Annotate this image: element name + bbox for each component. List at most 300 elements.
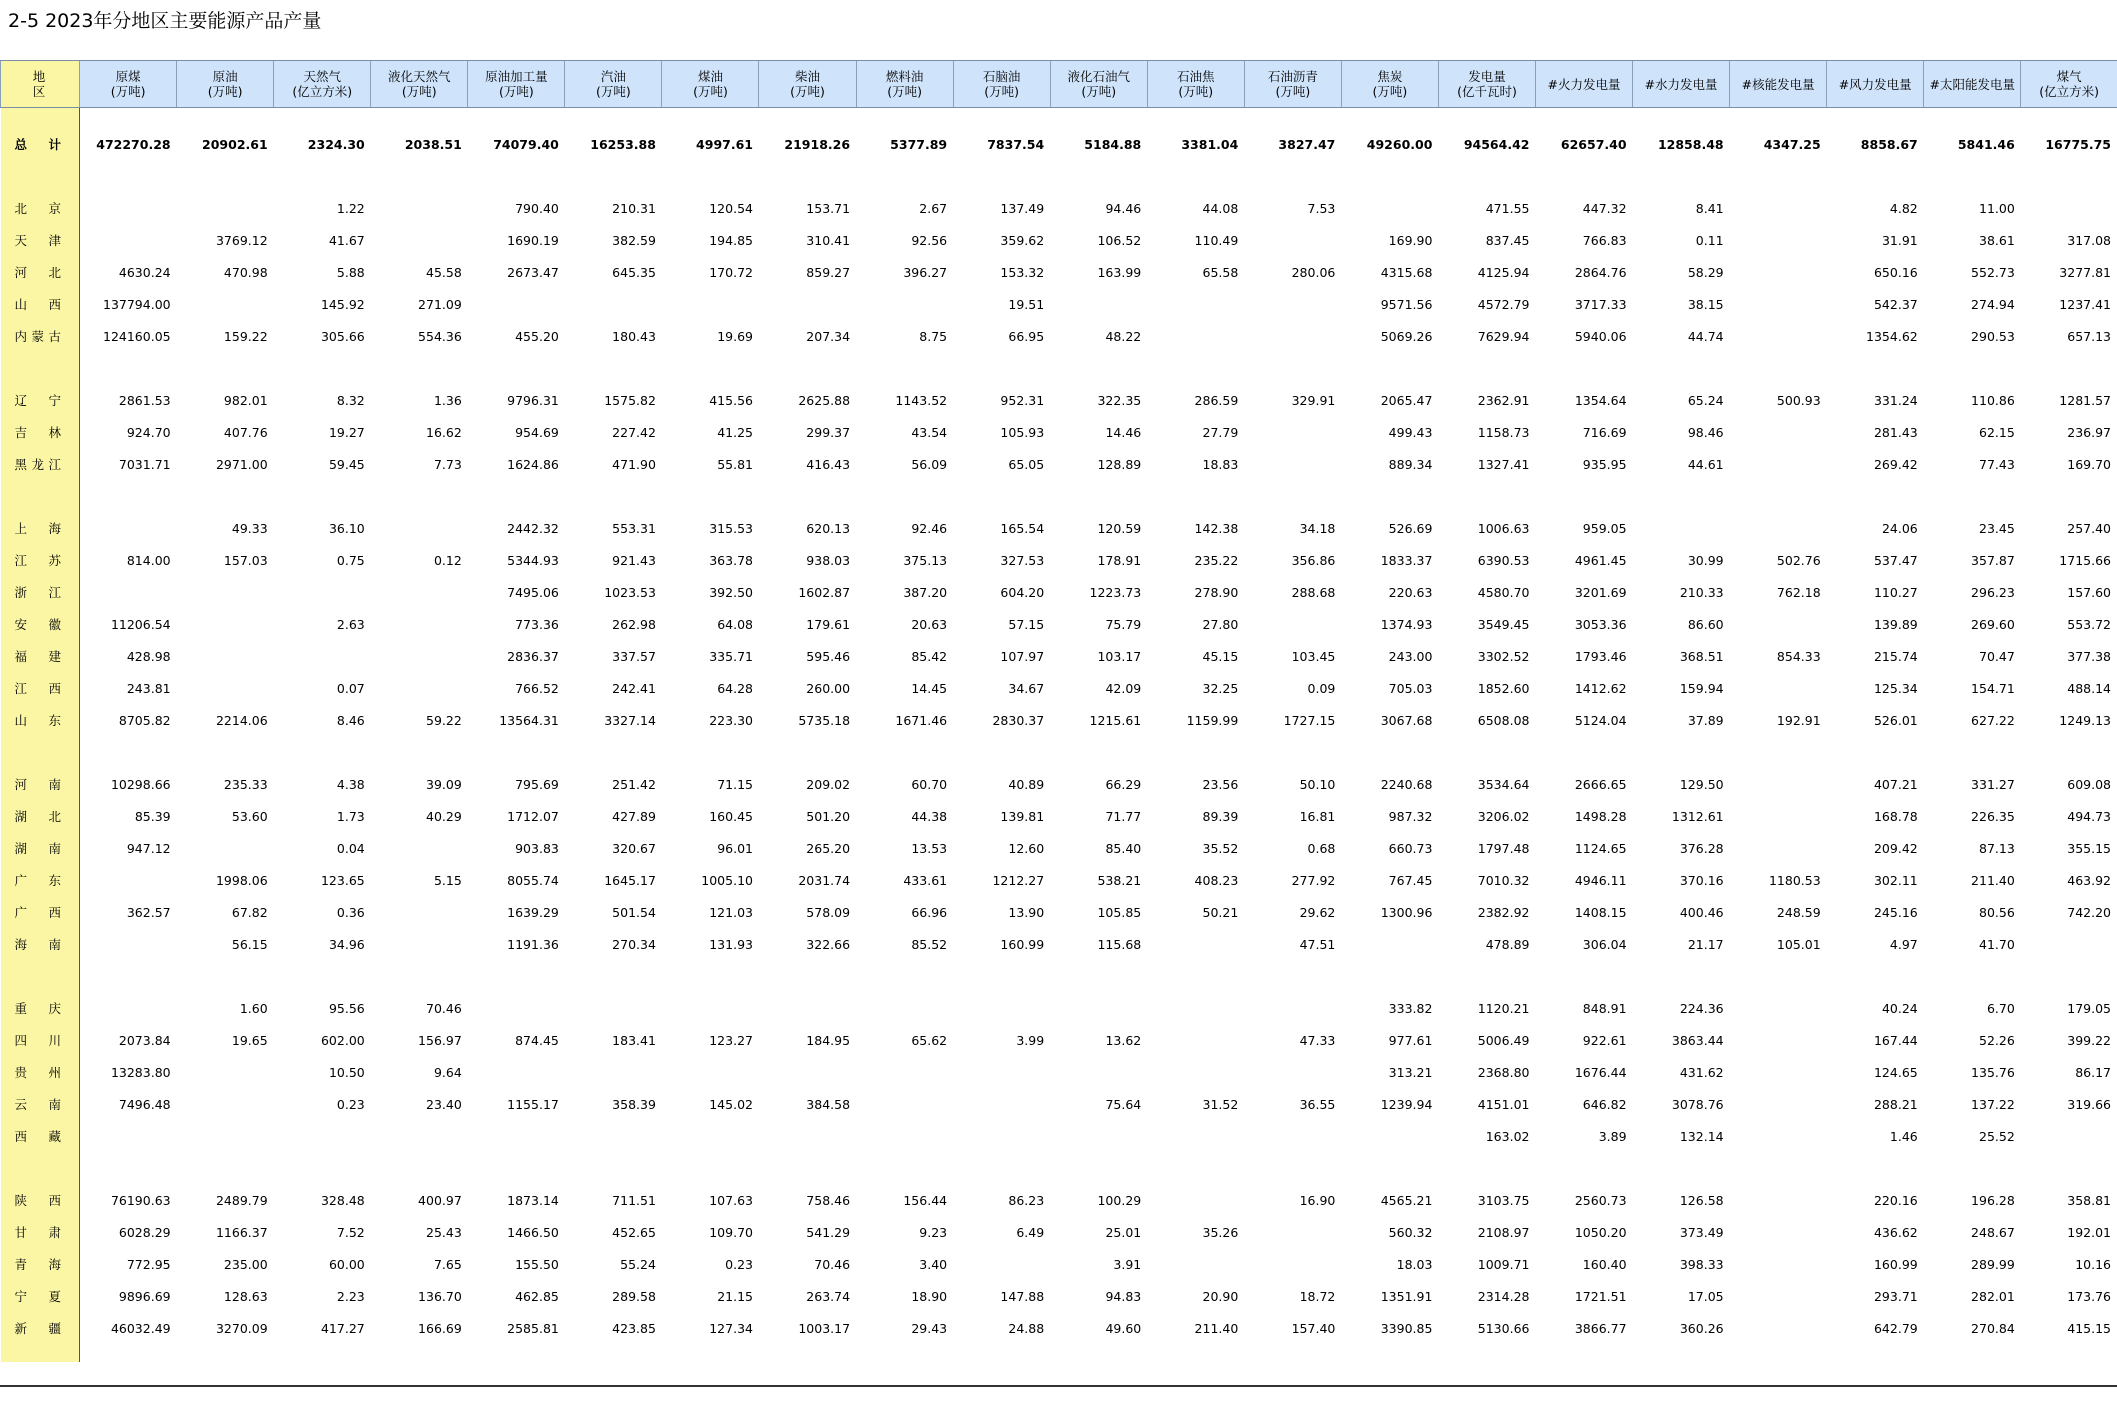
value-cell: 21.15 <box>717 1288 753 1304</box>
value-cell: 34.18 <box>1299 520 1336 536</box>
value-cell: 1005.10 <box>701 872 753 888</box>
value-cell: 2489.79 <box>215 1192 268 1208</box>
value-cell: 263.74 <box>806 1288 851 1304</box>
value-cell: 41.25 <box>717 424 753 440</box>
value-cell: 526.01 <box>1873 712 1918 728</box>
value-cell <box>371 640 468 672</box>
value-cell: 5.15 <box>433 872 462 888</box>
value-cell <box>1633 512 1730 544</box>
value-cell: 1412.62 <box>1574 680 1627 696</box>
value-cell: 154.71 <box>1971 680 2015 696</box>
value-cell: 2214.06 <box>215 712 268 728</box>
value-cell: 1671.46 <box>895 712 948 728</box>
value-cell <box>1147 288 1244 320</box>
value-cell <box>1730 1216 1827 1248</box>
value-cell: 552.73 <box>1971 264 2015 280</box>
value-cell: 604.20 <box>1000 584 1045 600</box>
spacer-cell <box>1147 736 1244 768</box>
value-cell <box>80 192 177 224</box>
value-cell: 1327.41 <box>1477 456 1530 472</box>
value-cell: 24.06 <box>1881 520 1918 536</box>
value-cell: 126.58 <box>1679 1192 1724 1208</box>
value-cell: 3390.85 <box>1380 1320 1433 1336</box>
value-cell: 1852.60 <box>1477 680 1530 696</box>
spacer-cell <box>1244 1344 1341 1362</box>
spacer-cell <box>662 1344 759 1362</box>
value-cell <box>1244 1056 1341 1088</box>
value-cell: 11206.54 <box>110 616 171 632</box>
value-cell <box>80 224 177 256</box>
value-cell: 281.43 <box>1873 424 1918 440</box>
spacer-cell <box>953 160 1050 192</box>
spacer-cell <box>1827 352 1924 384</box>
region-name: 吉林 <box>1 416 80 448</box>
region-spacer-cell <box>1 1152 80 1184</box>
value-cell: 31.52 <box>1202 1096 1239 1112</box>
spacer-cell <box>274 480 371 512</box>
value-cell <box>953 1120 1050 1152</box>
value-cell: 4151.01 <box>1477 1096 1530 1112</box>
value-cell <box>953 1056 1050 1088</box>
spacer-cell <box>1827 1152 1924 1184</box>
spacer-cell <box>371 352 468 384</box>
value-cell: 358.39 <box>612 1096 656 1112</box>
value-cell: 3534.64 <box>1477 776 1530 792</box>
value-cell: 170.72 <box>709 264 753 280</box>
value-cell: 192.91 <box>1776 712 1821 728</box>
value-cell: 8858.67 <box>1860 136 1918 152</box>
spacer-cell <box>1924 1152 2021 1184</box>
value-cell: 13.53 <box>911 840 948 856</box>
value-cell <box>371 928 468 960</box>
value-cell <box>1244 416 1341 448</box>
value-cell: 7031.71 <box>118 456 171 472</box>
value-cell: 235.00 <box>223 1256 268 1272</box>
value-cell: 65.62 <box>911 1032 948 1048</box>
value-cell: 1166.37 <box>215 1224 268 1240</box>
value-cell: 58.29 <box>1687 264 1724 280</box>
region-name: 四川 <box>1 1024 80 1056</box>
region-spacer-cell <box>1 480 80 512</box>
value-cell: 7496.48 <box>118 1096 171 1112</box>
spacer-cell <box>953 1344 1050 1362</box>
table-row <box>1 1312 2117 1344</box>
value-cell: 319.66 <box>2067 1096 2111 1112</box>
spacer-cell <box>856 960 953 992</box>
value-cell: 10298.66 <box>110 776 171 792</box>
value-cell: 145.02 <box>709 1096 753 1112</box>
value-cell: 1466.50 <box>507 1224 559 1240</box>
value-cell: 1159.99 <box>1186 712 1239 728</box>
spacer-cell <box>953 352 1050 384</box>
value-cell: 120.59 <box>1097 520 1142 536</box>
value-cell: 436.62 <box>1873 1224 1918 1240</box>
value-cell <box>1147 1184 1244 1216</box>
spacer-cell <box>759 352 856 384</box>
spacer-cell <box>274 736 371 768</box>
value-cell: 156.44 <box>903 1192 948 1208</box>
spacer-cell <box>1050 1344 1147 1362</box>
value-cell: 854.33 <box>1776 648 1821 664</box>
spacer-cell <box>1244 160 1341 192</box>
value-cell: 289.58 <box>612 1288 656 1304</box>
value-cell: 952.31 <box>1000 392 1045 408</box>
spacer-cell <box>1633 1344 1730 1362</box>
value-cell: 3103.75 <box>1477 1192 1530 1208</box>
value-cell: 179.05 <box>2067 1000 2111 1016</box>
value-cell: 270.34 <box>612 936 656 952</box>
value-cell <box>759 288 856 320</box>
value-cell: 463.92 <box>2067 872 2111 888</box>
value-cell <box>565 288 662 320</box>
value-cell: 501.54 <box>612 904 656 920</box>
spacer-cell <box>177 480 274 512</box>
value-cell: 7.73 <box>433 456 462 472</box>
spacer-cell <box>662 1152 759 1184</box>
value-cell: 45.15 <box>1202 648 1239 664</box>
spacer-cell <box>1147 1152 1244 1184</box>
spacer-cell <box>468 108 565 129</box>
value-cell: 3381.04 <box>1181 136 1239 152</box>
value-cell: 762.18 <box>1776 584 1821 600</box>
spacer-cell <box>1050 480 1147 512</box>
value-cell: 5130.66 <box>1477 1320 1530 1336</box>
value-cell: 71.77 <box>1105 808 1142 824</box>
value-cell: 3827.47 <box>1278 136 1336 152</box>
value-cell <box>2021 1120 2117 1152</box>
value-cell: 416.43 <box>806 456 851 472</box>
spacer-cell <box>1341 1152 1438 1184</box>
value-cell: 382.59 <box>612 232 656 248</box>
header-col-7: 煤油 (万吨) <box>662 61 759 108</box>
value-cell: 65.05 <box>1008 456 1045 472</box>
value-cell <box>953 1248 1050 1280</box>
value-cell: 7.53 <box>1307 200 1336 216</box>
value-cell: 100.29 <box>1097 1192 1142 1208</box>
value-cell: 110.49 <box>1194 232 1239 248</box>
value-cell: 36.10 <box>328 520 365 536</box>
value-cell: 642.79 <box>1873 1320 1918 1336</box>
value-cell: 2382.92 <box>1477 904 1530 920</box>
value-cell: 375.13 <box>903 552 948 568</box>
value-cell: 135.76 <box>1971 1064 2015 1080</box>
spacer-cell <box>1633 108 1730 129</box>
value-cell: 478.89 <box>1485 936 1530 952</box>
table-row <box>1 1088 2117 1120</box>
header-col-9: 燃料油 (万吨) <box>856 61 953 108</box>
spacer-cell <box>1535 1152 1632 1184</box>
value-cell: 290.53 <box>1971 328 2015 344</box>
value-cell: 157.03 <box>223 552 268 568</box>
value-cell: 128.63 <box>223 1288 268 1304</box>
value-cell <box>2021 928 2117 960</box>
value-cell: 455.20 <box>515 328 559 344</box>
value-cell: 142.38 <box>1194 520 1239 536</box>
value-cell: 86.23 <box>1008 1192 1045 1208</box>
value-cell: 3302.52 <box>1477 648 1530 664</box>
bottom-rule <box>0 1385 2117 1387</box>
value-cell: 210.33 <box>1679 584 1724 600</box>
value-cell: 602.00 <box>320 1032 365 1048</box>
spacer-cell <box>565 108 662 129</box>
value-cell: 553.31 <box>612 520 656 536</box>
table-row <box>1 192 2117 224</box>
value-cell <box>759 1056 856 1088</box>
value-cell: 3.91 <box>1113 1256 1142 1272</box>
value-cell: 494.73 <box>2067 808 2111 824</box>
value-cell: 5.88 <box>336 264 365 280</box>
page-title: 2-5 2023年分地区主要能源产品产量 <box>8 10 322 32</box>
value-cell: 1180.53 <box>1768 872 1821 888</box>
value-cell: 39.09 <box>426 776 462 792</box>
value-cell: 34.67 <box>1008 680 1045 696</box>
value-cell: 87.13 <box>1979 840 2015 856</box>
header-col-21: 煤气 (亿立方米) <box>2021 61 2117 108</box>
value-cell: 400.46 <box>1679 904 1724 920</box>
value-cell: 1155.17 <box>507 1096 559 1112</box>
value-cell: 20902.61 <box>202 136 268 152</box>
value-cell: 25.01 <box>1105 1224 1142 1240</box>
value-cell: 501.20 <box>806 808 851 824</box>
table-row <box>1 544 2117 576</box>
value-cell: 274.94 <box>1971 296 2015 312</box>
value-cell <box>1730 1184 1827 1216</box>
region-name: 湖南 <box>1 832 80 864</box>
value-cell: 153.71 <box>806 200 851 216</box>
value-cell <box>1341 928 1438 960</box>
value-cell: 103.45 <box>1291 648 1336 664</box>
value-cell: 0.07 <box>336 680 365 696</box>
spacer-cell <box>662 352 759 384</box>
value-cell: 357.87 <box>1971 552 2015 568</box>
value-cell: 538.21 <box>1097 872 1142 888</box>
value-cell: 322.35 <box>1097 392 1142 408</box>
spacer-cell <box>371 480 468 512</box>
value-cell: 537.47 <box>1873 552 1918 568</box>
value-cell: 52.26 <box>1979 1032 2015 1048</box>
value-cell: 560.32 <box>1388 1224 1433 1240</box>
value-cell: 1715.66 <box>2059 552 2111 568</box>
value-cell: 75.79 <box>1105 616 1142 632</box>
value-cell: 168.78 <box>1873 808 1918 824</box>
value-cell: 500.93 <box>1776 392 1821 408</box>
value-cell: 716.69 <box>1582 424 1627 440</box>
value-cell: 3.89 <box>1598 1128 1627 1144</box>
value-cell: 139.89 <box>1873 616 1918 632</box>
value-cell <box>177 640 274 672</box>
value-cell: 1602.87 <box>798 584 851 600</box>
value-cell: 179.61 <box>806 616 851 632</box>
region-name: 云南 <box>1 1088 80 1120</box>
value-cell <box>1730 1024 1827 1056</box>
spacer-cell <box>1147 108 1244 129</box>
value-cell: 4961.45 <box>1574 552 1627 568</box>
value-cell: 1050.20 <box>1574 1224 1627 1240</box>
spacer-cell <box>1438 1344 1535 1362</box>
value-cell: 123.27 <box>709 1032 753 1048</box>
header-col-4: 液化天然气 (万吨) <box>371 61 468 108</box>
value-cell <box>80 992 177 1024</box>
value-cell: 1.73 <box>336 808 365 824</box>
value-cell <box>1730 224 1827 256</box>
value-cell: 3277.81 <box>2059 264 2111 280</box>
table-row <box>1 832 2117 864</box>
value-cell <box>1730 320 1827 352</box>
value-cell: 620.13 <box>806 520 851 536</box>
value-cell: 62.15 <box>1979 424 2015 440</box>
value-cell: 502.76 <box>1776 552 1821 568</box>
value-cell <box>371 672 468 704</box>
value-cell: 5069.26 <box>1380 328 1433 344</box>
value-cell: 959.05 <box>1582 520 1627 536</box>
value-cell <box>1730 800 1827 832</box>
value-cell: 160.99 <box>1000 936 1045 952</box>
value-cell: 224.36 <box>1679 1000 1724 1016</box>
value-cell: 43.54 <box>911 424 948 440</box>
spacer-cell <box>177 352 274 384</box>
value-cell: 163.99 <box>1097 264 1142 280</box>
value-cell: 105.93 <box>1000 424 1045 440</box>
value-cell: 10.50 <box>328 1064 365 1080</box>
value-cell: 1006.63 <box>1477 520 1530 536</box>
value-cell: 333.82 <box>1388 1000 1433 1016</box>
spacer-cell <box>1730 480 1827 512</box>
spacer-cell <box>1438 108 1535 129</box>
value-cell: 74079.40 <box>493 136 559 152</box>
value-cell: 657.13 <box>2067 328 2111 344</box>
value-cell: 127.34 <box>709 1320 753 1336</box>
spacer-cell <box>662 960 759 992</box>
value-cell: 2560.73 <box>1574 1192 1627 1208</box>
table-row <box>1 1248 2117 1280</box>
value-cell: 6.49 <box>1016 1224 1045 1240</box>
value-cell <box>274 640 371 672</box>
value-cell: 4946.11 <box>1574 872 1627 888</box>
value-cell <box>759 1120 856 1152</box>
spacer-cell <box>1244 108 1341 129</box>
value-cell: 86.17 <box>2075 1064 2111 1080</box>
spacer-cell <box>662 108 759 129</box>
value-cell <box>565 1056 662 1088</box>
value-cell: 53.60 <box>231 808 268 824</box>
region-spacer-cell <box>1 108 80 129</box>
region-spacer-cell <box>1 1344 80 1362</box>
value-cell: 373.49 <box>1679 1224 1724 1240</box>
value-cell: 227.42 <box>612 424 656 440</box>
value-cell: 92.56 <box>911 232 948 248</box>
spacer-cell <box>2021 1344 2117 1362</box>
value-cell: 329.91 <box>1291 392 1336 408</box>
spacer-cell <box>1633 736 1730 768</box>
value-cell: 48.22 <box>1105 328 1142 344</box>
table-row <box>1 384 2117 416</box>
value-cell: 795.69 <box>515 776 559 792</box>
spacer-cell <box>1633 960 1730 992</box>
value-cell <box>1244 1216 1341 1248</box>
value-cell: 362.57 <box>126 904 171 920</box>
value-cell: 3201.69 <box>1574 584 1627 600</box>
value-cell: 27.79 <box>1202 424 1239 440</box>
value-cell: 296.23 <box>1971 584 2015 600</box>
region-name: 河北 <box>1 256 80 288</box>
value-cell: 11.00 <box>1979 200 2015 216</box>
spacer-cell <box>1341 1344 1438 1362</box>
value-cell: 9896.69 <box>118 1288 171 1304</box>
value-cell: 59.22 <box>426 712 462 728</box>
value-cell: 64.08 <box>717 616 753 632</box>
value-cell: 137.49 <box>1000 200 1045 216</box>
region-name: 重庆 <box>1 992 80 1024</box>
spacer-cell <box>759 480 856 512</box>
value-cell: 37.89 <box>1687 712 1724 728</box>
value-cell: 23.56 <box>1202 776 1239 792</box>
value-cell: 157.60 <box>2067 584 2111 600</box>
value-cell: 6508.08 <box>1477 712 1530 728</box>
value-cell: 938.03 <box>806 552 851 568</box>
spacer-cell <box>856 352 953 384</box>
value-cell: 772.95 <box>126 1256 171 1272</box>
value-cell: 49260.00 <box>1366 136 1433 152</box>
value-cell: 848.91 <box>1582 1000 1627 1016</box>
value-cell: 14.46 <box>1105 424 1142 440</box>
spacer-cell <box>1827 736 1924 768</box>
spacer-cell <box>1827 480 1924 512</box>
value-cell: 192.01 <box>2067 1224 2111 1240</box>
value-cell: 2108.97 <box>1477 1224 1530 1240</box>
value-cell: 47.33 <box>1299 1032 1336 1048</box>
value-cell <box>1244 288 1341 320</box>
header-row <box>1 61 2117 108</box>
value-cell: 3866.77 <box>1574 1320 1627 1336</box>
value-cell: 1797.48 <box>1477 840 1530 856</box>
spacer-cell <box>1730 160 1827 192</box>
value-cell: 0.11 <box>1695 232 1724 248</box>
value-cell <box>1730 256 1827 288</box>
value-cell: 288.21 <box>1873 1096 1918 1112</box>
value-cell: 5344.93 <box>507 552 559 568</box>
value-cell: 1.22 <box>336 200 365 216</box>
table-row <box>1 448 2117 480</box>
region-name: 甘肃 <box>1 1216 80 1248</box>
value-cell: 124.65 <box>1873 1064 1918 1080</box>
region-name: 上海 <box>1 512 80 544</box>
value-cell: 269.42 <box>1873 456 1918 472</box>
value-cell <box>662 1120 759 1152</box>
region-name: 内蒙古 <box>1 320 80 352</box>
value-cell: 322.66 <box>806 936 851 952</box>
value-cell <box>1244 320 1341 352</box>
spacer-cell <box>1050 1152 1147 1184</box>
region-spacer-cell <box>1 352 80 384</box>
value-cell: 317.08 <box>2067 232 2111 248</box>
value-cell: 305.66 <box>320 328 365 344</box>
value-cell: 1312.61 <box>1671 808 1724 824</box>
value-cell: 407.76 <box>223 424 268 440</box>
value-cell: 1351.91 <box>1380 1288 1433 1304</box>
value-cell: 387.20 <box>903 584 948 600</box>
header-region: 地 区 <box>1 61 80 108</box>
spacer-cell <box>1924 1344 2021 1362</box>
table-row <box>1 512 2117 544</box>
value-cell: 66.29 <box>1105 776 1142 792</box>
region-name: 海南 <box>1 928 80 960</box>
value-cell: 814.00 <box>126 552 171 568</box>
energy-production-table <box>0 60 2117 1362</box>
value-cell: 5940.06 <box>1574 328 1627 344</box>
value-cell <box>371 896 468 928</box>
value-cell: 982.01 <box>223 392 268 408</box>
value-cell: 758.46 <box>806 1192 851 1208</box>
